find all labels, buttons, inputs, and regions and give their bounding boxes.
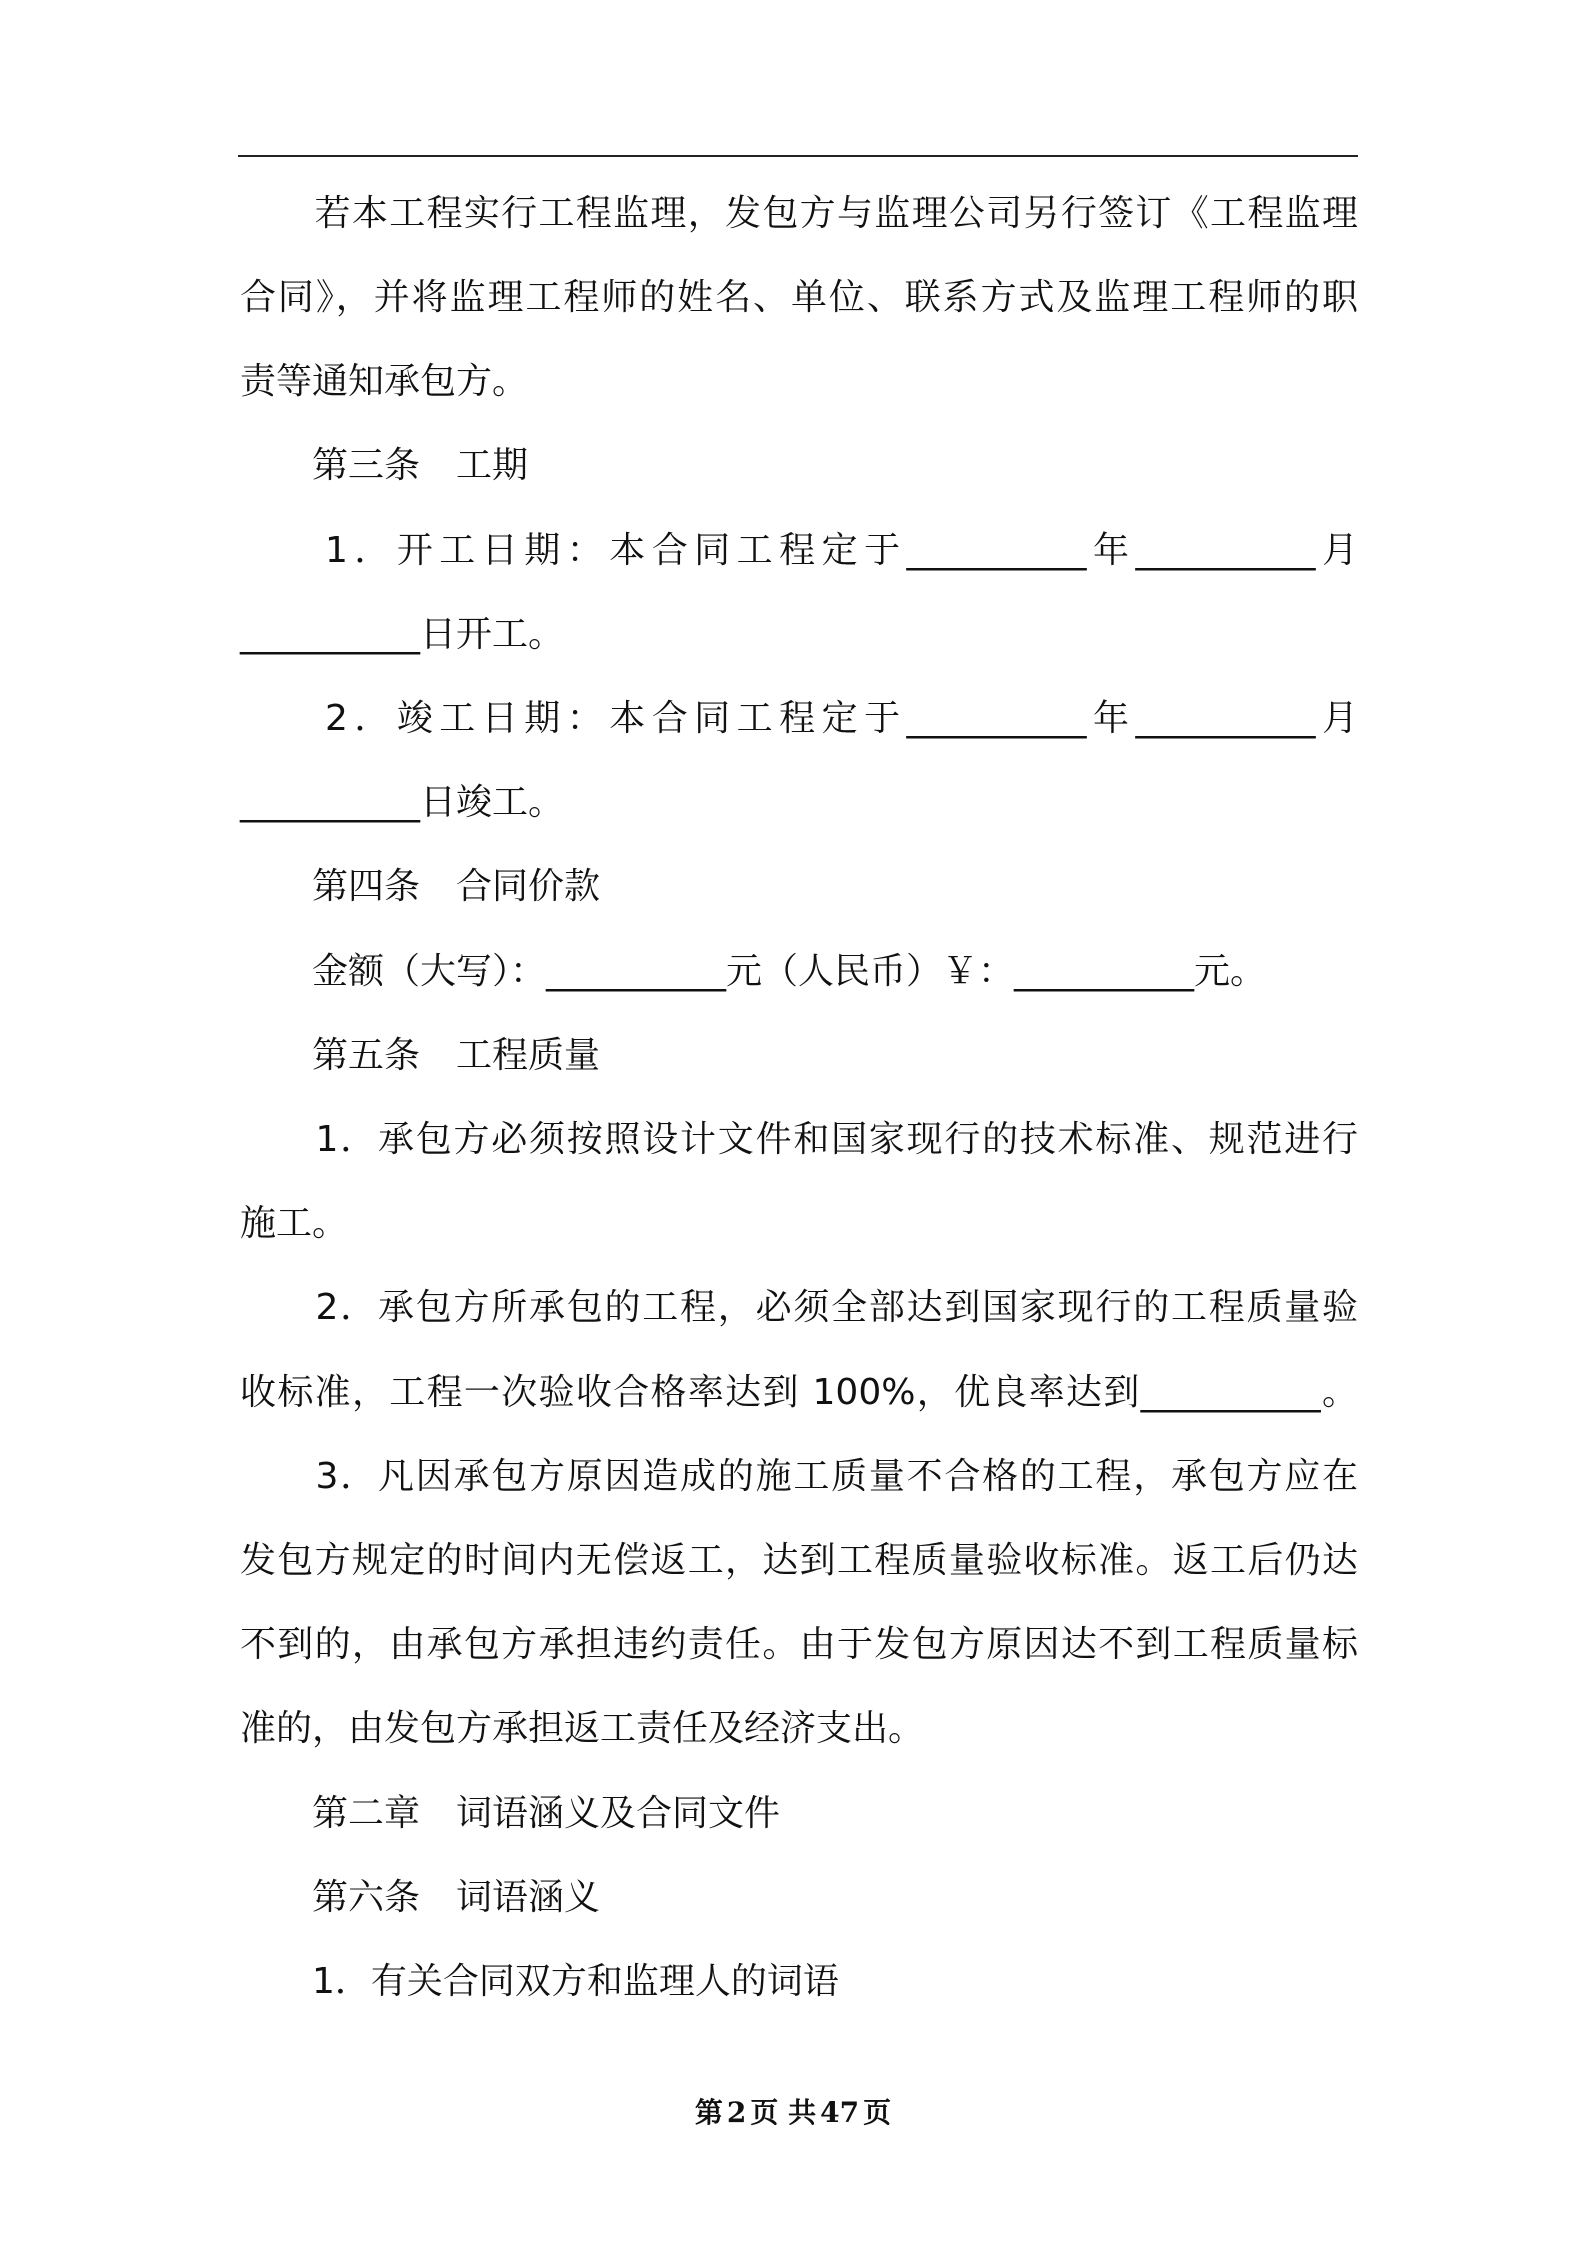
article-heading: 第六条 词语涵义: [240, 1877, 601, 1918]
text-line: 收标准，工程一次验收合格率达到 100%，优良率达到__________。: [240, 1372, 1358, 1413]
footer-prefix: 第: [694, 2096, 723, 2129]
text-line: 2．承包方所承包的工程，必须全部达到国家现行的工程质量验: [240, 1287, 1358, 1328]
article-heading: 第五条 工程质量: [240, 1035, 601, 1076]
text-line: 责等通知承包方。: [240, 361, 529, 402]
text-line: 不到的，由承包方承担违约责任。由于发包方原因达不到工程质量标: [240, 1624, 1358, 1665]
text-line: 金额（大写）：__________元（人民币）￥：__________元。: [240, 951, 1267, 992]
text-line: __________日竣工。: [240, 782, 565, 823]
text-line: 1．承包方必须按照设计文件和国家现行的技术标准、规范进行: [240, 1119, 1358, 1160]
chapter-heading: 第二章 词语涵义及合同文件: [240, 1793, 781, 1834]
article-heading: 第四条 合同价款: [240, 866, 601, 907]
article-heading: 第三条 工期: [240, 445, 529, 486]
current-page-number: 2: [726, 2096, 747, 2129]
text-line: 1．开工日期：本合同工程定于__________年__________月: [240, 530, 1358, 571]
text-line: 施工。: [240, 1203, 349, 1244]
header-rule: [238, 155, 1358, 157]
text-line: 合同》，并将监理工程师的姓名、单位、联系方式及监理工程师的职: [240, 277, 1358, 318]
text-line: 1．有关合同双方和监理人的词语: [240, 1961, 839, 2002]
text-line: 2．竣工日期：本合同工程定于__________年__________月: [240, 698, 1358, 739]
text-line: 发包方规定的时间内无偿返工，达到工程质量验收标准。返工后仍达: [240, 1540, 1358, 1581]
page-number-footer: [0, 2095, 1586, 2131]
footer-middle: 页 共: [750, 2096, 817, 2129]
text-line: 若本工程实行工程监理，发包方与监理公司另行签订《工程监理: [240, 193, 1358, 234]
text-line: 3．凡因承包方原因造成的施工质量不合格的工程，承包方应在: [240, 1456, 1358, 1497]
total-pages-number: 47: [820, 2096, 860, 2129]
footer-suffix: 页: [863, 2096, 892, 2129]
text-line: 准的，由发包方承担返工责任及经济支出。: [240, 1708, 925, 1749]
text-line: __________日开工。: [240, 614, 565, 655]
